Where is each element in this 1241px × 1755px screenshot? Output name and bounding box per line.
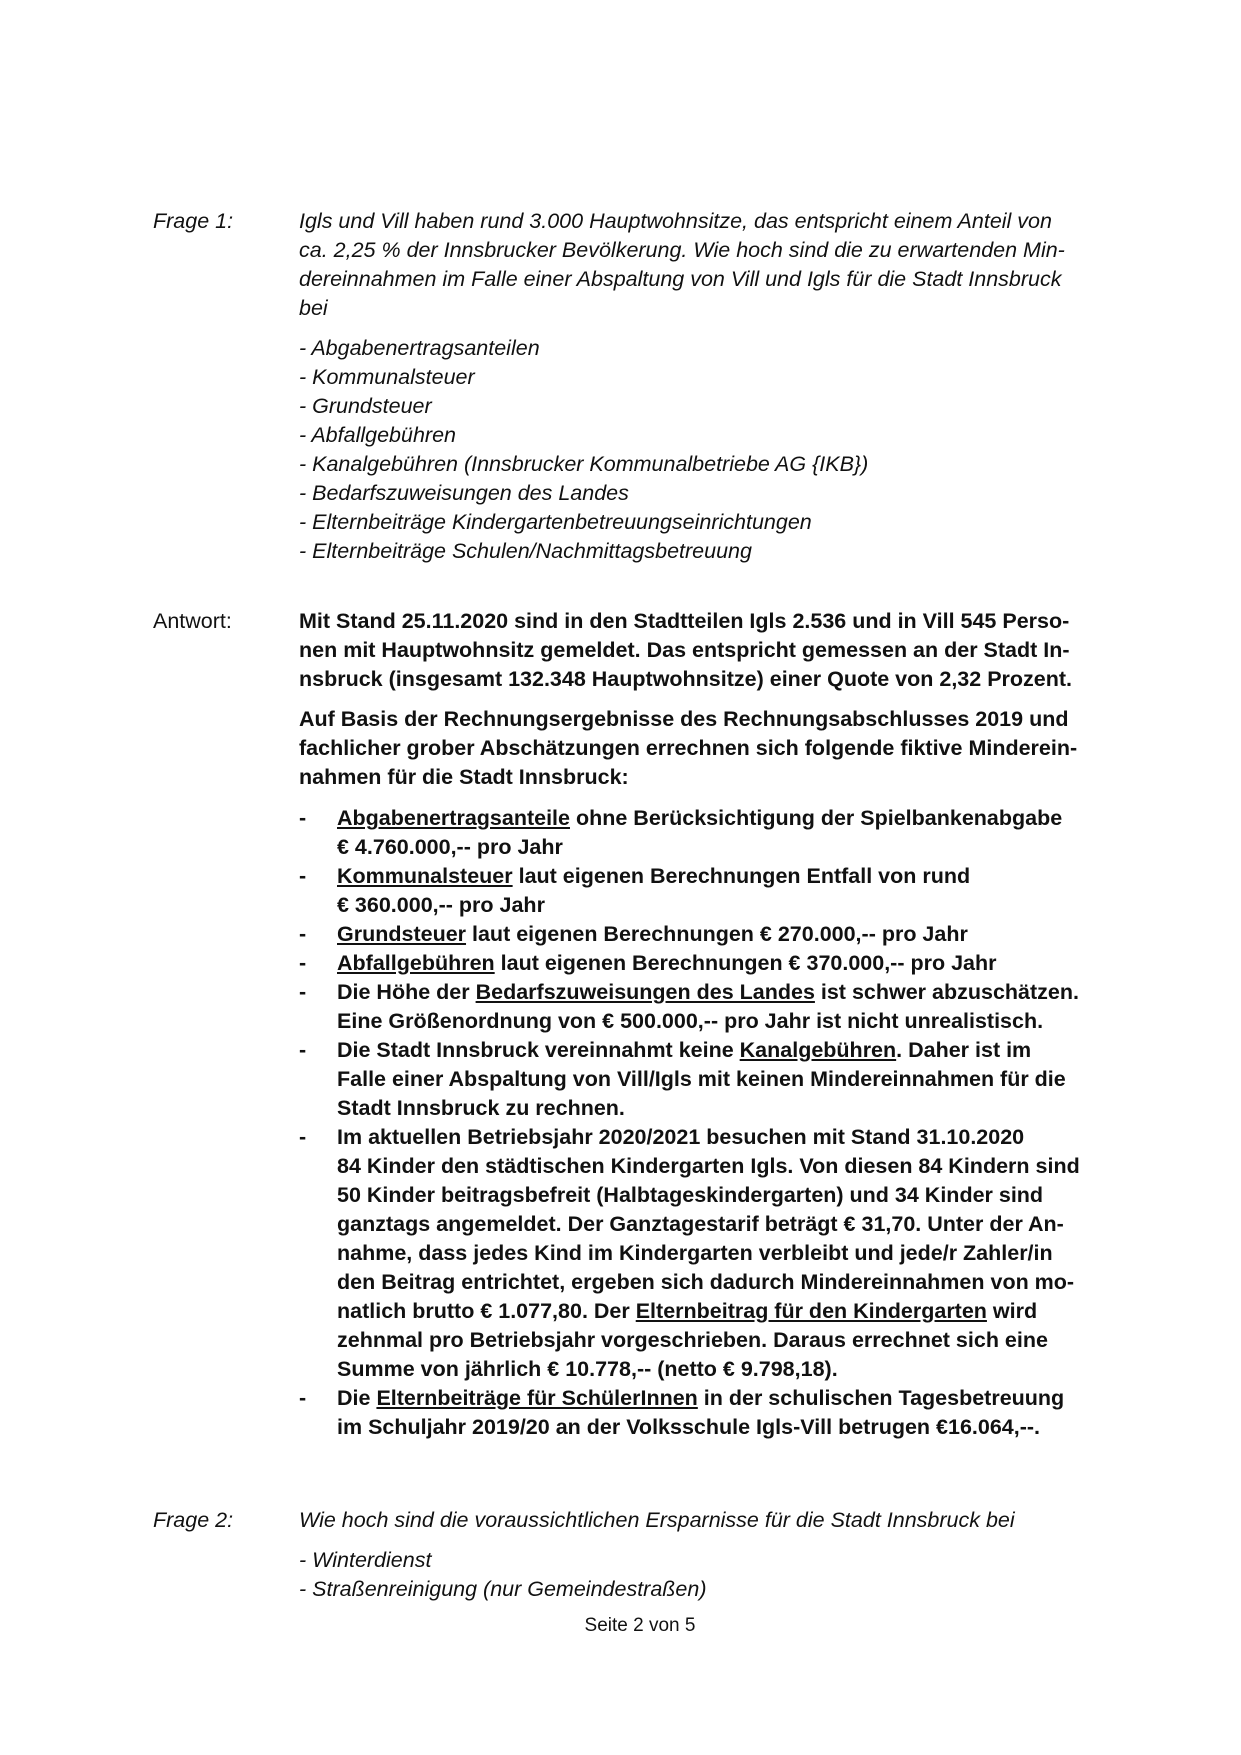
page-number-footer: Seite 2 von 5 [584, 1615, 696, 1636]
topic-item: - Kanalgebühren (Innsbrucker Kommunalbetriebe AG {IKB}) [299, 452, 869, 476]
bullet-line [337, 862, 1144, 891]
bullet-text: Falle einer Abspaltung von Vill/Igls mit keinen Mindereinnahmen für die [337, 1067, 1066, 1091]
topic-item: - Elternbeiträge Kindergartenbetreuungseinrichtungen [299, 510, 812, 534]
topic-item: - Bedarfszuweisungen des Landes [299, 481, 629, 505]
bullet-text: ist schwer abzuschätzen. [814, 980, 1079, 1004]
keyword-kanalgebuehren: Kanalgebühren [739, 1038, 897, 1062]
bullet-text: € 360.000,-- pro Jahr [337, 893, 545, 917]
bullet-schule [299, 1384, 1144, 1442]
answer-text-line: fachlicher grober Abschätzungen errechnen sich folgende fiktive Minderein- [299, 736, 1078, 760]
bullet-text: ganztags angemeldet. Der Ganztagestarif beträgt € 31,70. Unter der An- [337, 1212, 1064, 1236]
bullet-text: € 4.760.000,-- pro Jahr [337, 835, 563, 859]
bullet-abfallgebuehren [299, 949, 1144, 978]
bullet-text: den Beitrag entrichtet, ergeben sich dadurch Mindereinnahmen von mo- [337, 1270, 1075, 1294]
topic-item: - Kommunalsteuer [299, 365, 475, 389]
bullet-dash: - [299, 864, 307, 888]
answer-text-line: nen mit Hauptwohnsitz gemeldet. Das entspricht gemessen an der Stadt In- [299, 638, 1070, 662]
bullet-grundsteuer [299, 920, 1144, 949]
bullet-text: wird [986, 1299, 1038, 1323]
bullet-line [337, 1297, 1144, 1326]
bullet-text: natlich brutto € 1.077,80. Der [337, 1299, 636, 1323]
bullet-line [337, 920, 1144, 949]
answer-text-line: Auf Basis der Rechnungsergebnisse des Rechnungsabschlusses 2019 und [299, 707, 1069, 731]
bullet-bedarfszuweisungen [299, 978, 1144, 1036]
keyword-kommunalsteuer: Kommunalsteuer [337, 864, 513, 888]
bullet-text: im Schuljahr 2019/20 an der Volksschule Igls-Vill betrugen €16.064,--. [337, 1415, 1041, 1439]
topic-item: - Abgabenertragsanteilen [299, 336, 540, 360]
bullet-line [337, 978, 1144, 1007]
answer-paragraph-1 [299, 607, 1144, 694]
keyword-elternbeitrag-kindergarten: Elternbeitrag für den Kindergarten [635, 1299, 987, 1323]
bullet-line [337, 949, 1144, 978]
topic-item: - Abfallgebühren [299, 423, 456, 447]
bullet-text: zehnmal pro Betriebsjahr vorgeschrieben. Daraus errechnet sich eine [337, 1328, 1048, 1352]
bullet-text: Die Stadt Innsbruck vereinnahmt keine [337, 1038, 740, 1062]
bullet-text: Eine Größenordnung von € 500.000,-- pro Jahr ist nicht unrealistisch. [337, 1009, 1044, 1033]
bullet-line [337, 804, 1144, 833]
topic-item: - Elternbeiträge Schulen/Nachmittagsbetreuung [299, 539, 752, 563]
answer-bullet-list [299, 804, 1144, 1442]
answer-text-line: nahmen für die Stadt Innsbruck: [299, 765, 629, 789]
bullet-text: . Daher ist im [896, 1038, 1032, 1062]
bullet-text: Summe von jährlich € 10.778,-- (netto € 9.798,18). [337, 1357, 838, 1381]
question-2-content [299, 1506, 1144, 1604]
bullet-dash: - [299, 1386, 307, 1410]
bullet-abgabenertragsanteile [299, 804, 1144, 862]
bullet-line [337, 1384, 1144, 1413]
answer-text-line: nsbruck (insgesamt 132.348 Hauptwohnsitze) einer Quote von 2,32 Prozent. [299, 667, 1073, 691]
bullet-dash: - [299, 806, 307, 830]
question-2-text-line: Wie hoch sind die voraussichtlichen Ersparnisse für die Stadt Innsbruck bei [299, 1508, 1015, 1532]
answer-label: Antwort: [153, 609, 232, 633]
question-2-label: Frage 2: [153, 1508, 234, 1532]
keyword-grundsteuer: Grundsteuer [337, 922, 467, 946]
bullet-line [337, 1036, 1144, 1065]
keyword-bedarfszuweisungen: Bedarfszuweisungen des Landes [475, 980, 815, 1004]
bullet-text: 84 Kinder den städtischen Kindergarten Igls. Von diesen 84 Kindern sind [337, 1154, 1080, 1178]
bullet-text: ohne Berücksichtigung der Spielbankenabgabe [569, 806, 1063, 830]
bullet-text: laut eigenen Berechnungen € 270.000,-- pro Jahr [466, 922, 968, 946]
answer-paragraph-2 [299, 705, 1144, 792]
bullet-text: Die Höhe der [337, 980, 476, 1004]
question-1-topic-list [299, 334, 1144, 566]
topic-item: - Grundsteuer [299, 394, 432, 418]
question-1-text-line: ca. 2,25 % der Innsbrucker Bevölkerung. Wie hoch sind die zu erwartenden Min- [299, 238, 1065, 262]
keyword-abfallgebuehren: Abfallgebühren [337, 951, 495, 975]
question-1-content [299, 207, 1144, 566]
keyword-elternbeitraege-schuelerinnen: Elternbeiträge für SchülerInnen [376, 1386, 698, 1410]
bullet-dash: - [299, 1125, 307, 1149]
answer-content [299, 607, 1144, 1442]
topic-item: - Straßenreinigung (nur Gemeindestraßen) [299, 1577, 707, 1601]
bullet-kanalgebuehren [299, 1036, 1144, 1123]
question-1-text-line: dereinnahmen im Falle einer Abspaltung von Vill und Igls für die Stadt Innsbruck [299, 267, 1062, 291]
bullet-text: Die [337, 1386, 377, 1410]
answer-text-line: Mit Stand 25.11.2020 sind in den Stadtteilen Igls 2.536 und in Vill 545 Perso- [299, 609, 1070, 633]
bullet-text: laut eigenen Berechnungen Entfall von rund [512, 864, 971, 888]
question-2-topic-list [299, 1546, 1144, 1604]
question-1-text-line: Igls und Vill haben rund 3.000 Hauptwohnsitze, das entspricht einem Anteil von [299, 209, 1052, 233]
bullet-kommunalsteuer [299, 862, 1144, 920]
bullet-text: Stadt Innsbruck zu rechnen. [337, 1096, 625, 1120]
question-1-text-line: bei [299, 296, 328, 320]
bullet-kindergarten [299, 1123, 1144, 1384]
bullet-dash: - [299, 951, 307, 975]
topic-item: - Winterdienst [299, 1548, 432, 1572]
bullet-dash: - [299, 980, 307, 1004]
bullet-text: in der schulischen Tagesbetreuung [697, 1386, 1065, 1410]
bullet-text: nahme, dass jedes Kind im Kindergarten verbleibt und jede/r Zahler/in [337, 1241, 1053, 1265]
bullet-dash: - [299, 922, 307, 946]
keyword-abgabenertragsanteile: Abgabenertragsanteile [337, 806, 570, 830]
question-1-label: Frage 1: [153, 209, 234, 233]
bullet-text: 50 Kinder beitragsbefreit (Halbtageskindergarten) und 34 Kinder sind [337, 1183, 1044, 1207]
bullet-dash: - [299, 1038, 307, 1062]
bullet-text: laut eigenen Berechnungen € 370.000,-- pro Jahr [494, 951, 997, 975]
bullet-text: Im aktuellen Betriebsjahr 2020/2021 besuchen mit Stand 31.10.2020 [337, 1125, 1025, 1149]
